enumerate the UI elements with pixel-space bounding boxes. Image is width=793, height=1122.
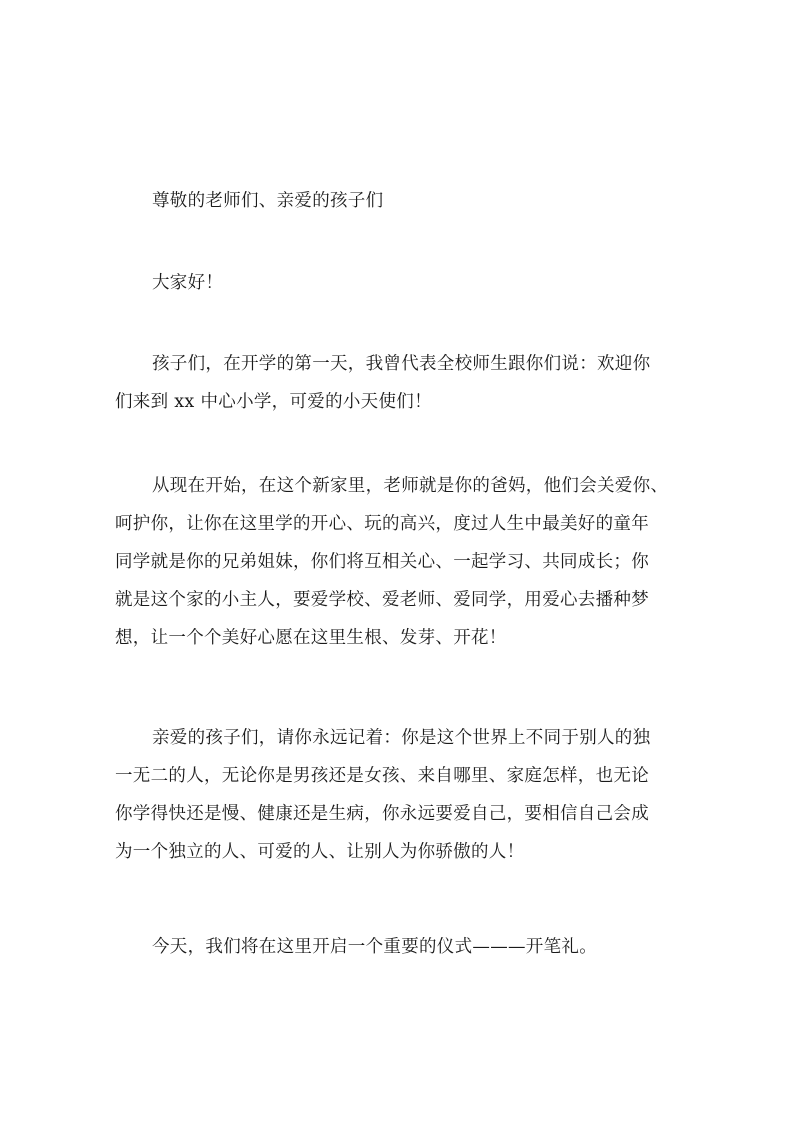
- greeting-paragraph: [115, 264, 695, 302]
- paragraph-line: 你学得快还是慢、健康还是生病，你永远要爱自己，要相信自己会成: [115, 804, 649, 824]
- paragraph-line: 同学就是你的兄弟姐妹，你们将互相关心、一起学习、共同成长；你: [115, 552, 649, 572]
- paragraph-line: 为一个独立的人、可爱的人、让别人为你骄傲的人！: [115, 842, 525, 862]
- ceremony-paragraph: [115, 928, 695, 966]
- new-home-paragraph: [115, 467, 695, 657]
- paragraph-line: 孩子们，在开学的第一天，我曾代表全校师生跟你们说：欢迎你: [152, 354, 651, 374]
- paragraph-line: 亲爱的孩子们，请你永远记着：你是这个世界上不同于别人的独: [152, 728, 651, 748]
- welcome-paragraph: [115, 345, 695, 421]
- paragraph-line: 就是这个家的小主人，要爱学校、爱老师、爱同学，用爱心去播种梦: [115, 590, 649, 610]
- salutation-paragraph: [115, 182, 695, 220]
- paragraph-line: 们来到 xx 中心小学，可爱的小天使们！: [115, 392, 432, 412]
- paragraph-line: 呵护你，让你在这里学的开心、玩的高兴，度过人生中最美好的童年: [115, 514, 649, 534]
- remember-paragraph: [115, 719, 695, 871]
- paragraph-line: 想，让一个个美好心愿在这里生根、发芽、开花！: [115, 628, 507, 648]
- paragraph-line: 今天，我们将在这里开启一个重要的仪式———开笔礼。: [152, 937, 597, 957]
- paragraph-line: 从现在开始，在这个新家里，老师就是你的爸妈，他们会关爱你、: [152, 476, 669, 496]
- salutation-text: 尊敬的老师们、亲爱的孩子们: [152, 191, 384, 211]
- greeting-text: 大家好！: [152, 273, 224, 293]
- paragraph-line: 一无二的人，无论你是男孩还是女孩、来自哪里、家庭怎样，也无论: [115, 766, 649, 786]
